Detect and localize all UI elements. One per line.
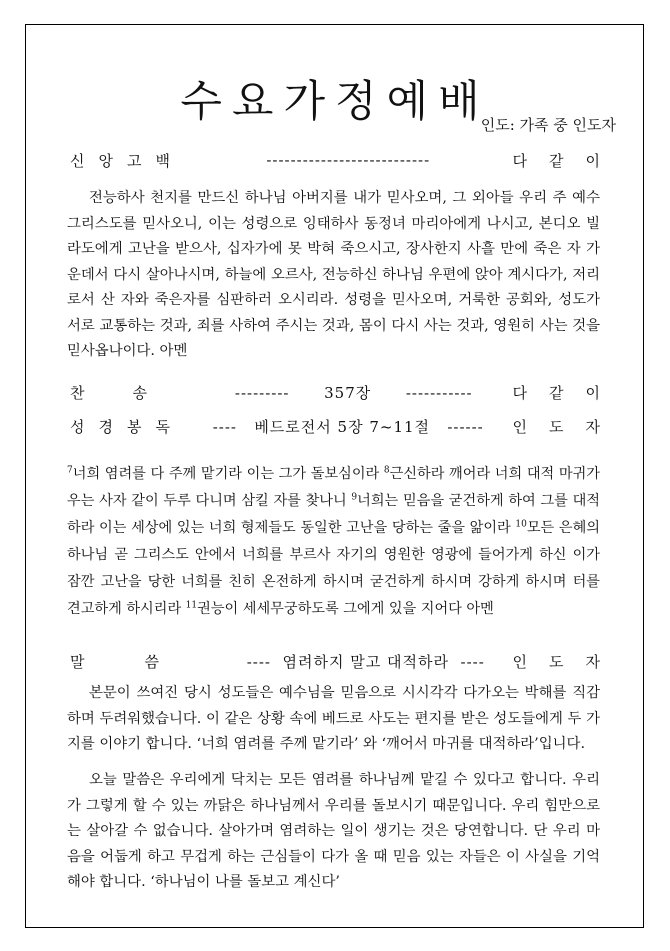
verse-number: 9	[351, 492, 358, 503]
verse-text: 너희 염려를 다 주께 맡기라 이는 그가 돌보심이라	[72, 466, 384, 482]
leader-note: 인도: 가족 중 인도자	[480, 116, 616, 134]
verse-number: 7	[67, 465, 73, 476]
hymn-info	[195, 382, 513, 403]
verse-number: 8	[383, 465, 390, 476]
scripture-dashes-right: ------	[447, 417, 484, 436]
sermon-paragraph-1: 본문이 쓰여진 당시 성도들은 예수님을 믿음으로 시시각각 다가오는 박해를 직감하며 두려워했습니다. 이 같은 상황 속에 베드로 사도는 편지를 받은 성도들에게 두 가지를 이야기 합니다. ‘너희 염려를 주께 맡기라’ 와 ‘깨어서 마귀를 대적하라’입니다.	[67, 685, 600, 752]
sermon-label: 말씀	[70, 652, 219, 671]
verse-number: 10	[515, 519, 527, 530]
creed-label: 신앙고백	[70, 151, 184, 170]
sermon-heading-row	[70, 649, 622, 673]
sermon-dashes-right: ----	[460, 652, 485, 671]
scripture-info	[184, 416, 513, 437]
page-title: 수요가정예배	[180, 76, 490, 127]
verse-text: 모든 은혜의 하나님 곧 그리스도 안에서 너희를 부르사 자기의 영원한 영광에 들어가게 하신 이가 잠깐 고난을 당한 너희를 친히 온전하게 하시며 굳건하게 하시며 강하게 하시며 터를 견고하게 하시리라	[67, 520, 600, 617]
creed-heading-row	[70, 148, 622, 172]
scripture-role: 인도자	[512, 417, 622, 436]
sermon-paragraph-2: 오늘 말씀은 우리에게 닥치는 모든 염려를 하나님께 맡길 수 있다고 합니다. 우리가 그렇게 할 수 있는 까닭은 하나님께서 우리를 돌보시기 때문입니다. 우리 힘만으로는 살아갈 수 없습니다. 살아가며 염려하는 일이 생기는 것은 당연합니다. 단 우리 마음을 어둡게 하고 무겁게 하는 근심들이 다가 올 때 믿음 있는 자들은 이 사실을 기억해야 합니다. ‘하나님이 나를 돌보고 계신다’	[67, 772, 600, 890]
sermon-dashes-left: ----	[246, 652, 271, 671]
sermon-info	[219, 651, 513, 672]
creed-role: 다같이	[512, 151, 622, 170]
verse-text: 권능이 세세무궁하도록 그에게 있을 지어다 아멘	[197, 601, 494, 617]
hymn-heading-row	[70, 380, 622, 404]
verse-number: 11	[185, 600, 198, 611]
hymn-dashes-left: ---------	[234, 383, 290, 402]
sermon-title: 염려하지 말고 대적하라	[282, 652, 449, 671]
verse-text: 너희는 믿음을 굳건하게 하여 그를 대적하라 이는 세상에 있는 너희 형제들도 동일한 고난을 당하는 줄을 앎이라	[67, 493, 600, 536]
hymn-label: 찬송	[70, 383, 195, 402]
creed-text: 전능하사 천지를 만드신 하나님 아버지를 내가 믿사오며, 그 외아들 우리 주 예수 그리스도를 믿사오니, 이는 성령으로 잉태하사 동정녀 마리아에게 나시고, 본디오 빌라도에게 고난을 받으사, 십자가에 못 박혀 죽으시고, 장사한지 사흘 만에 죽은 자 가운데서 다시 살아나시며, 하늘에 오르사, 전능하신 하나님 우편에 앉아 계시다가, 저리로서 산 자와 죽은자를 심판하러 오시리라. 성령을 믿사오며, 거룩한 공회와, 성도가 서로 교통하는 것과, 죄를 사하여 주시는 것과, 몸이 다시 사는 것과, 영원히 사는 것을 믿사옵나이다. 아멘	[67, 190, 600, 359]
scripture-dashes-left: ----	[212, 417, 237, 436]
creed-dashes: ---------------------------	[266, 151, 431, 169]
scripture-text	[67, 461, 600, 623]
hymn-dashes-right: -----------	[405, 383, 473, 402]
scripture-reference: 베드로전서 5장 7~11절	[254, 417, 431, 436]
hymn-number: 357장	[324, 383, 372, 402]
verse-text: 근신하라 깨어라 너희 대적 마귀가 우는 사자 같이 두루 다니며 삼킬 자를 찾나니	[67, 466, 600, 509]
hymn-role: 다같이	[512, 383, 622, 402]
scripture-heading-row	[70, 414, 622, 438]
sermon-role: 인도자	[512, 652, 622, 671]
scripture-label: 성경봉독	[70, 417, 184, 436]
